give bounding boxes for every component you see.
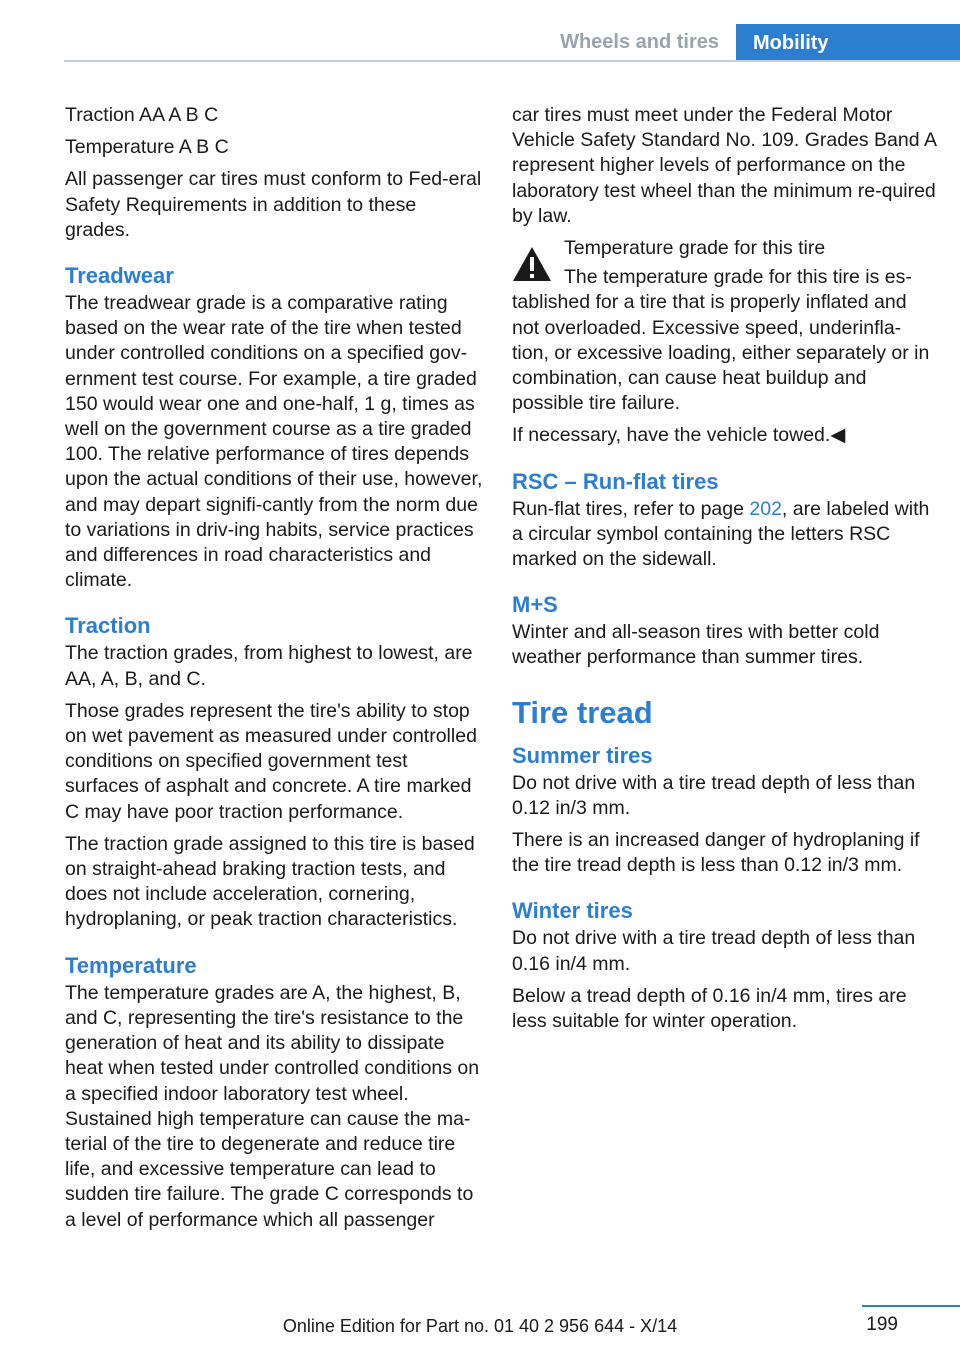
- rsc-section: [512, 467, 937, 573]
- rsc-paragraph: [512, 497, 937, 573]
- continued-paragraph: car tires must meet under the Federal Motor Vehicle Safety Standard No. 109. Grades Band A represent higher levels of performance on the laboratory test wheel than the minimum re‐quired by law.: [512, 104, 936, 227]
- footer-divider: [862, 1305, 960, 1307]
- rsc-text-post: , are labeled with a circular symbol containing the letters RSC marked on the sidewall.: [512, 497, 930, 571]
- page-reference-link[interactable]: 202: [749, 497, 782, 520]
- warning-text-lead: The temperature grade for this tire is es‐: [564, 266, 912, 289]
- conformance-paragraph: All passenger car tires must conform to Fed‐eral Safety Requirements in addition to these grades.: [65, 168, 482, 241]
- summer-tires-paragraph-2: There is an increased danger of hydroplaning if the tire tread depth is less than 0.12 in/3 mm.: [512, 829, 920, 877]
- warning-title: Temperature grade for this tire: [564, 237, 826, 260]
- warning-end: If necessary, have the vehicle towed.◀: [512, 424, 846, 447]
- traction-section: [65, 611, 485, 932]
- treadwear-paragraph: The treadwear grade is a comparative rating based on the wear rate of the tire when tested under controlled conditions on a specified gov‐ernment test course. For example, a tire graded 150 would wear one and one-half, 1 g, times as well on the government course as a tire graded 100. The relative performance of tires depends upon the actual conditions of their use, however, and may depart signifi‐cantly from the norm due to variations in driv‐ing habits, service practices and differences in road characteristics and climate.: [65, 292, 483, 592]
- ms-heading: M+S: [512, 592, 558, 618]
- summer-tires-paragraph-1: Do not drive with a tire tread depth of less than 0.12 in/3 mm.: [512, 771, 916, 819]
- treadwear-heading: Treadwear: [65, 263, 174, 289]
- ms-section: [512, 590, 937, 670]
- rsc-text-pre: Run-flat tires, refer to page: [512, 497, 750, 520]
- page-header: [0, 0, 960, 62]
- traction-grades-line: Traction AA A B C: [65, 104, 219, 126]
- tire-tread-heading: Tire tread: [512, 694, 653, 730]
- traction-heading: Traction: [65, 613, 151, 639]
- winter-tires-section: [512, 896, 937, 1034]
- ms-paragraph: Winter and all-season tires with better cold weather performance than summer tires.: [512, 621, 880, 669]
- rsc-heading: RSC – Run-flat tires: [512, 468, 719, 494]
- winter-tires-paragraph-2: Below a tread depth of 0.16 in/4 mm, tires are less suitable for winter operation.: [512, 984, 907, 1033]
- treadwear-section: [65, 261, 485, 593]
- header-divider: [64, 60, 960, 62]
- winter-tires-heading: Winter tires: [512, 898, 633, 924]
- warning-text: tablished for a tire that is properly inflated and not overloaded. Excessive speed, underinfla‐tion, or excessive loading, either separately or in combination, can cause heat buildup and possible tire failure.: [512, 291, 930, 415]
- edition-footer: Online Edition for Part no. 01 40 2 956 644 - X/14: [282, 1316, 678, 1336]
- section-tab[interactable]: Wheels and tires: [560, 31, 719, 53]
- temperature-section: [65, 951, 485, 1233]
- winter-tires-paragraph-1: Do not drive with a tire tread depth of less than 0.16 in/4 mm.: [512, 927, 916, 975]
- summer-tires-heading: Summer tires: [512, 742, 653, 768]
- traction-paragraph-2: Those grades represent the tire's ability to stop on wet pavement as measured under controlled conditions on specified government test surfaces of asphalt and concrete. A tire marked C may have poor traction performance.: [65, 699, 477, 823]
- summer-tires-section: [512, 741, 937, 879]
- temperature-grades-line: Temperature A B C: [65, 136, 229, 159]
- right-column: [512, 103, 937, 1041]
- page-number: 199: [866, 1314, 898, 1335]
- left-column: [65, 103, 485, 1240]
- traction-paragraph-3: The traction grade assigned to this tire is based on straight-ahead braking traction tests, and does not include acceleration, cornering, hydroplaning, or peak traction characteristics.: [65, 832, 475, 931]
- chapter-tab[interactable]: Mobility: [736, 24, 960, 62]
- traction-paragraph-1: The traction grades, from highest to lowest, are AA, A, B, and C.: [65, 642, 473, 690]
- warning-block: [512, 236, 937, 449]
- temperature-paragraph: The temperature grades are A, the highest, B, and C, representing the tire's resistance to the generation of heat and its ability to dissipate heat when tested under controlled conditions on a specified indoor laboratory test wheel. Sustained high temperature can cause the ma‐terial of the tire to degenerate and reduce tire life, and excessive temperature can lead to sudden tire failure. The grade C corresponds to a level of performance which all passenger: [65, 981, 480, 1231]
- warning-triangle-icon: [512, 246, 552, 282]
- temperature-heading: Temperature: [65, 952, 197, 978]
- tire-tread-section: [512, 693, 937, 1035]
